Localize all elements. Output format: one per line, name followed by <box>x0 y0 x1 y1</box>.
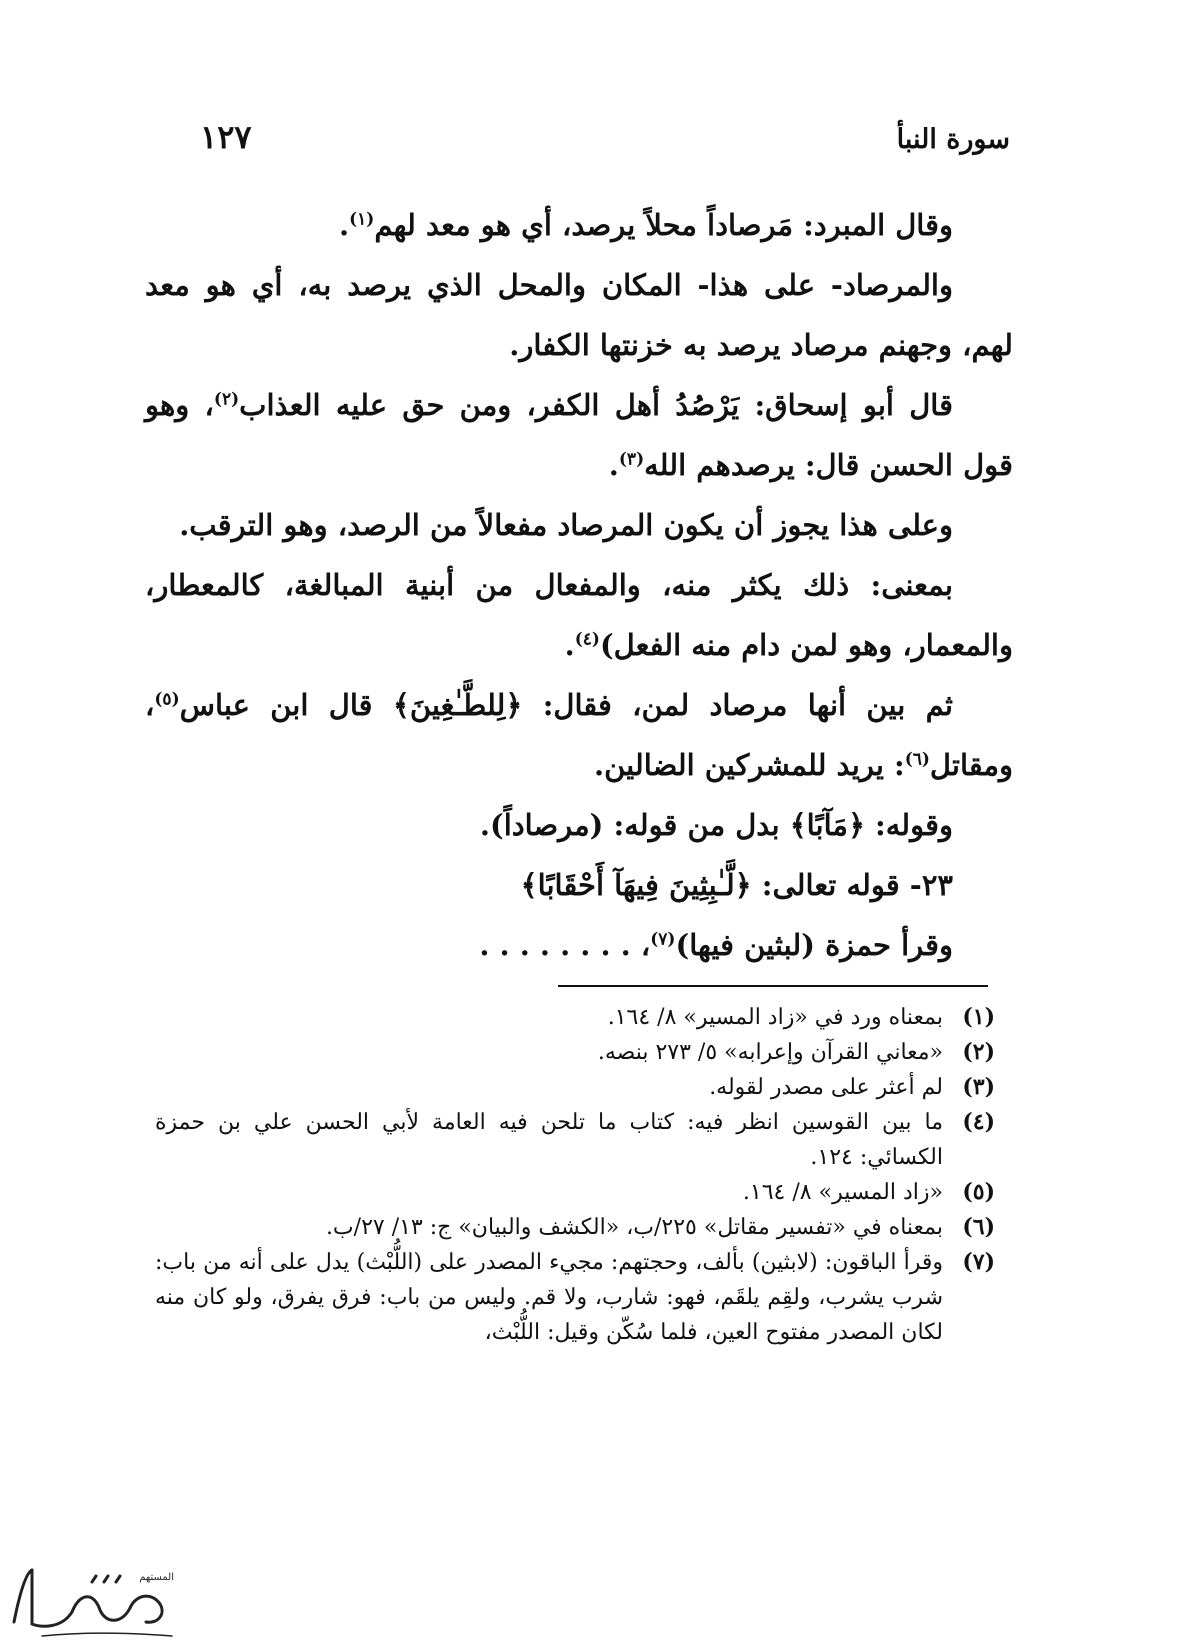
paragraph-7: وقوله: ﴿مَآبًا﴾ بدل من قوله: (مرصاداً). <box>479 808 953 842</box>
paragraph-9: وقرأ حمزة (لبثين فيها)$^{(٧)}$، . . . . . . . . <box>479 928 953 962</box>
footnote-divider <box>558 985 988 987</box>
publisher-logo <box>2 1552 182 1642</box>
footnote-number: (٤) <box>962 1109 995 1135</box>
footnote-text: وقرأ الباقون: (لابثين) بألف، وحجتهم: مجيء المصدر على (اللُّبْث) يدل على أنه من باب: شرب يشرب، ولقِم يلقَم، فهو: شارب، ولا قم. وليس من باب: فرق يفرق، ولو كان منه لكان المصدر مفتوح العين، فلما سُكّن وقيل: اللُّبْث، <box>155 1250 943 1345</box>
footnote-ref: (٧) <box>650 929 676 950</box>
paragraph-6: ثم بين أنها مرصاد لمن، فقال: ﴿لِلطَّـٰغِينَ﴾ قال ابن عباس$^{(٥)}$، ومقاتل$^{(٦)}$: يريد للمشركين الضالين. <box>145 688 1013 782</box>
footnote-number: (٥) <box>962 1179 995 1205</box>
paragraph-3: قال أبو إسحاق: يَرْصُدُ أهل الكفر، ومن حق عليه العذاب$^{(٢)}$، وهو قول الحسن قال: يرصدهم الله$^{(٣)}$. <box>145 388 1013 482</box>
footnote-text: ما بين القوسين انظر فيه: كتاب ما تلحن فيه العامة لأبي الحسن علي بن حمزة الكسائي: ١٢٤. <box>155 1110 943 1170</box>
footnote-text: بمعناه في «تفسير مقاتل» ٢٢٥/ب، «الكشف والبيان» ج: ١٣/ ٢٧/ب. <box>325 1215 943 1240</box>
logo-text: المستهم <box>139 1572 174 1583</box>
footnote-item <box>155 1000 995 1035</box>
page-number: ١٢٧ <box>200 118 252 156</box>
footnote-item <box>155 1105 995 1175</box>
footnote-ref: (٥) <box>154 689 180 710</box>
footnote-text: بمعناه ورد في «زاد المسير» ٨/ ١٦٤. <box>607 1005 943 1030</box>
paragraph-5: بمعنى: ذلك يكثر منه، والمفعال من أبنية المبالغة، كالمعطار، والمعمار، وهو لمن دام منه الفعل)$^{(٤)}$. <box>145 568 1013 662</box>
footnote-text: لم أعثر على مصدر لقوله. <box>709 1075 943 1100</box>
footnote-number: (١) <box>962 1004 995 1030</box>
footnote-item <box>155 1245 995 1350</box>
footnote-ref: (٢) <box>213 389 240 410</box>
quran-quote: ﴿مَآبًا﴾ <box>789 808 865 842</box>
footnote-number: (٣) <box>962 1074 995 1100</box>
footnote-item <box>155 1210 995 1245</box>
footnote-item <box>155 1175 995 1210</box>
paragraph-2: والمرصاد- على هذا- المكان والمحل الذي يرصد به، أي هو معد لهم، وجهنم مرصاد يرصد به خزنتها الكفار. <box>145 268 1013 362</box>
footnote-number: (٢) <box>962 1039 995 1065</box>
paragraph-1: وقال المبرد: مَرصاداً محلاً يرصد، أي هو معد لهم$^{(١)}$. <box>339 208 953 242</box>
footnote-ref: (٦) <box>904 749 930 770</box>
footnote-ref: (٣) <box>618 449 645 470</box>
footnote-item <box>155 1070 995 1105</box>
footnote-number: (٧) <box>962 1249 995 1275</box>
quran-quote: ﴿لَّـٰبِثِينَ فِيهَآ أَحْقَابًا﴾ <box>520 868 752 902</box>
verse-heading: ٢٣- قوله تعالى: ﴿لَّـٰبِثِينَ فِيهَآ أَحْقَابًا﴾ <box>520 868 953 902</box>
footnotes <box>155 1000 995 1350</box>
surah-title: سورة النبأ <box>896 124 1010 155</box>
footnote-item <box>155 1035 995 1070</box>
footnote-ref: (٤) <box>574 629 600 650</box>
quran-quote: ﴿لِلطَّـٰغِينَ﴾ <box>392 688 523 722</box>
footnote-ref: (١) <box>349 209 375 230</box>
page-header <box>200 118 1010 168</box>
footnote-text: «زاد المسير» ٨/ ١٦٤. <box>742 1180 943 1205</box>
main-text <box>145 195 1013 975</box>
footnote-number: (٦) <box>962 1214 995 1240</box>
footnote-text: «معاني القرآن وإعرابه» ٥/ ٢٧٣ بنصه. <box>597 1040 943 1065</box>
paragraph-4: وعلى هذا يجوز أن يكون المرصاد مفعالاً من الرصد، وهو الترقب. <box>179 508 953 542</box>
